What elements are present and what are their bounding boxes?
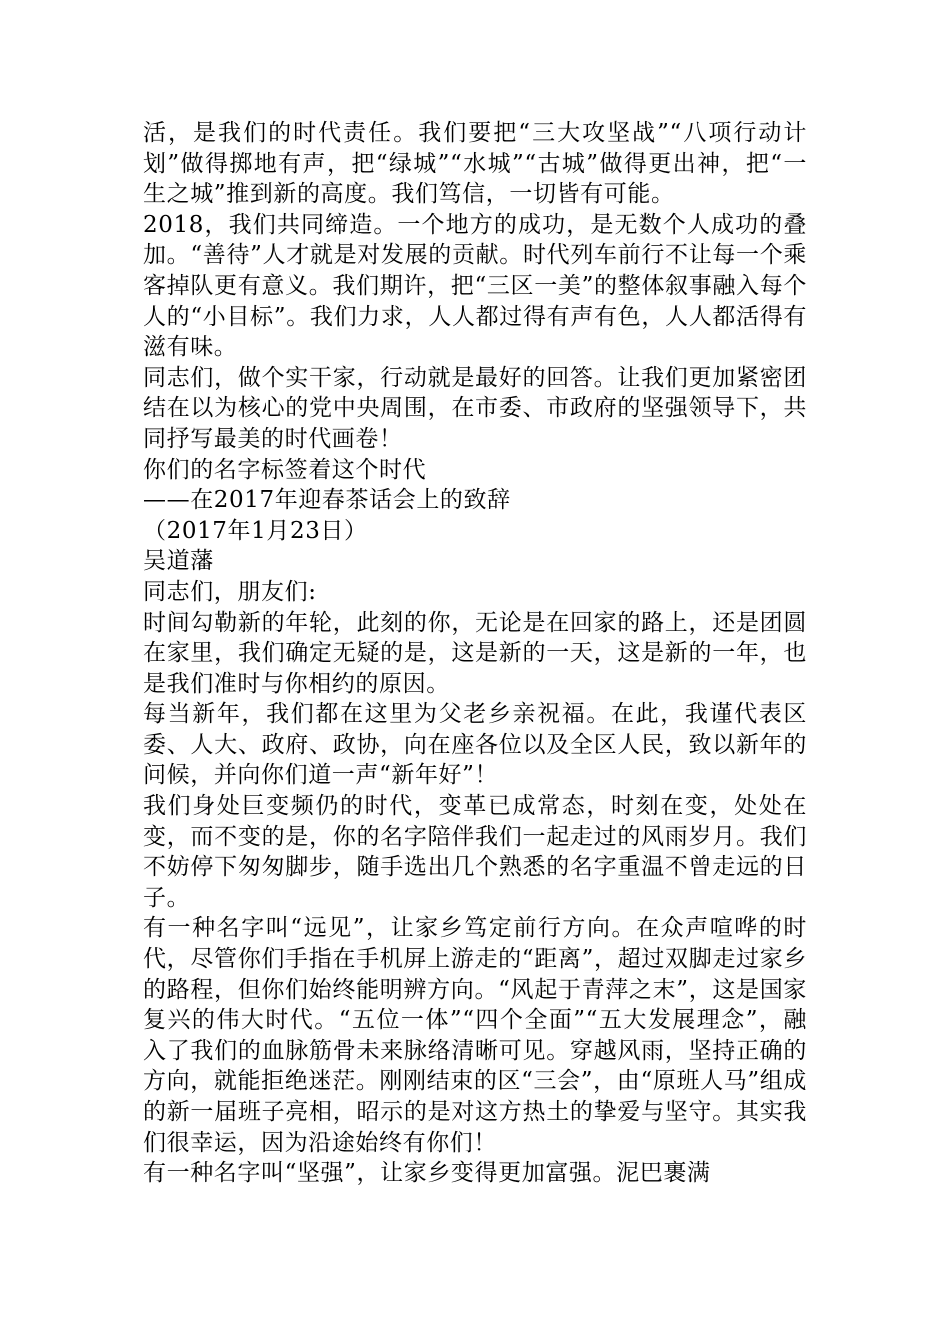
paragraph-strength: 有一种名字叫“坚强”，让家乡变得更加富强。泥巴裹满 [143,1160,711,1187]
speech-title: 你们的名字标签着这个时代 [143,456,427,483]
speech-date: （2017年1月23日） [143,517,368,544]
paragraph-responsibility: 活，是我们的时代责任。我们要把“三大攻坚战”“八项行动计划”做得掷地有声，把“绿城”“水城”“古城”做得更出神，把“一生之城”推到新的高度。我们笃信，一切皆有可能。 [143,120,807,208]
document-page [143,118,807,1189]
paragraph-comrades-action: 同志们，做个实干家，行动就是最好的回答。让我们更加紧密团结在以为核心的党中央周围，在市委、市政府的坚强领导下，共同抒写最美的时代画卷！ [143,364,807,452]
paragraph-new-year-blessing: 每当新年，我们都在这里为父老乡亲祝福。在此，我谨代表区委、人大、政府、政协，向在座各位以及全区人民，致以新年的问候，并向你们道一声“新年好”！ [143,701,807,789]
speech-subtitle: ——在2017年迎春茶话会上的致辞 [143,487,511,514]
paragraph-vision: 有一种名字叫“远见”，让家乡笃定前行方向。在众声喧哗的时代，尽管你们手指在手机屏上游走的“距离”，超过双脚走过家乡的路程，但你们始终能明辨方向。“风起于青萍之末”，这是国家复兴的伟大时代。“五位一体”“四个全面”“五大发展理念”，融入了我们的血脉筋骨未来脉络清晰可见。穿越风雨，坚持正确的方向，就能拒绝迷茫。刚刚结束的区“三会”，由“原班人马”组成的新一届班子亮相，昭示的是对这方热土的挚爱与坚守。其实我们很幸运，因为沿途始终有你们！ [143,915,807,1156]
speech-author: 吴道藩 [143,548,214,575]
speech-salutation: 同志们，朋友们: [143,578,317,605]
paragraph-new-year-ring: 时间勾勒新的年轮，此刻的你，无论是在回家的路上，还是团圆在家里，我们确定无疑的是，这是新的一天，这是新的一年，也是我们准时与你相约的原因。 [143,609,807,697]
paragraph-2018-build-together: 2018，我们共同缔造。一个地方的成功，是无数个人成功的叠加。“善待”人才就是对发展的贡献。时代列车前行不让每一个乘客掉队更有意义。我们期许，把“三区一美”的整体叙事融入每个人的“小目标”。我们力求，人人都过得有声有色，人人都活得有滋有味。 [143,211,807,361]
paragraph-changing-era: 我们身处巨变频仍的时代，变革已成常态，时刻在变，处处在变，而不变的是，你的名字陪伴我们一起走过的风雨岁月。我们不妨停下匆匆脚步，随手选出几个熟悉的名字重温不曾走远的日子。 [143,793,807,911]
